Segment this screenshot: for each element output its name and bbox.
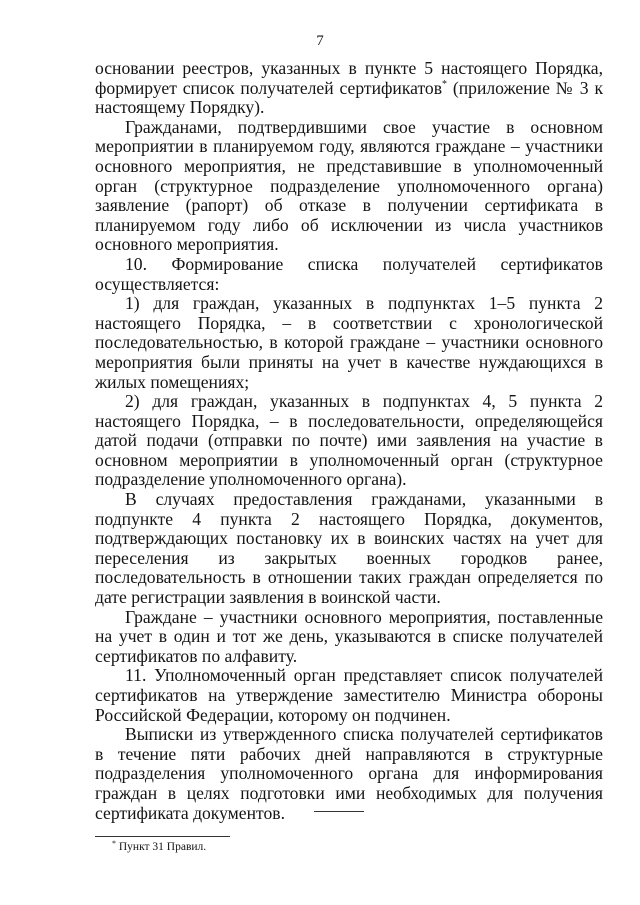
paragraph: Выписки из утвержденного списка получателей сертификатов в течение пяти рабочих дней направляются в структурные подразделения уполномоченного органа для информирования граждан в целях подготовки ими необходимых для получения сертификата документов. <box>95 724 603 823</box>
footnote-text: Пункт 31 Правил. <box>118 841 207 853</box>
footnote-reference[interactable]: * <box>442 78 448 90</box>
paragraph-item-11: 11. Уполномоченный орган представляет список получателей сертификатов на утверждение заместителю Министра обороны Российской Федерации, которому он подчинен. <box>95 665 603 725</box>
paragraph-item-10: 10. Формирование списка получателей сертификатов осуществляется: <box>95 253 603 294</box>
document-body <box>95 59 603 823</box>
paragraph: Граждане – участники основного мероприятия, поставленные на учет в один и тот же день, указываются в списке получателей сертификатов по алфавиту. <box>95 606 603 666</box>
footnote-divider <box>95 836 230 837</box>
paragraph-subitem-2: 2) для граждан, указанных в подпунктах 4, 5 пункта 2 настоящего Порядка, – в последовательности, определяющейся датой подачи (отправки по почте) ими заявления на участие в основном мероприятии в уполномоченный орган (структурное подразделение уполномоченного органа). <box>95 391 603 490</box>
section-divider <box>314 811 364 812</box>
paragraph-text: (приложение № 3 к настоящему Порядку). <box>95 77 603 118</box>
page-number: 7 <box>316 33 324 49</box>
paragraph-text: основании реестров, указанных в пункте 5 настоящего Порядка, формирует список получателей сертификатов <box>95 58 603 98</box>
footnote <box>112 840 206 854</box>
footnote-mark: * <box>112 839 116 848</box>
paragraph-subitem-1: 1) для граждан, указанных в подпунктах 1–5 пункта 2 настоящего Порядка, – в соответствии с хронологической последовательностью, в которой граждане – участники основного мероприятия были приняты на учет в качестве нуждающихся в жилых помещениях; <box>95 293 603 392</box>
paragraph: Гражданами, подтвердившими свое участие в основном мероприятии в планируемом году, являются граждане – участники основного мероприятия, не представившие в уполномоченный орган (структурное подразделение уполномоченного органа) заявление (рапорт) об отказе в получении сертификата в планируемом году либо об исключении из числа участников основного мероприятия. <box>95 116 603 255</box>
paragraph: В случаях предоставления гражданами, указанными в подпункте 4 пункта 2 настоящего Порядка, документов, подтверждающих постановку их в воинских частях на учет для переселения из закрытых военных городков ранее, последовательность в отношении таких граждан определяется по дате регистрации заявления в воинской части. <box>95 489 603 608</box>
paragraph-continuation <box>95 59 603 118</box>
